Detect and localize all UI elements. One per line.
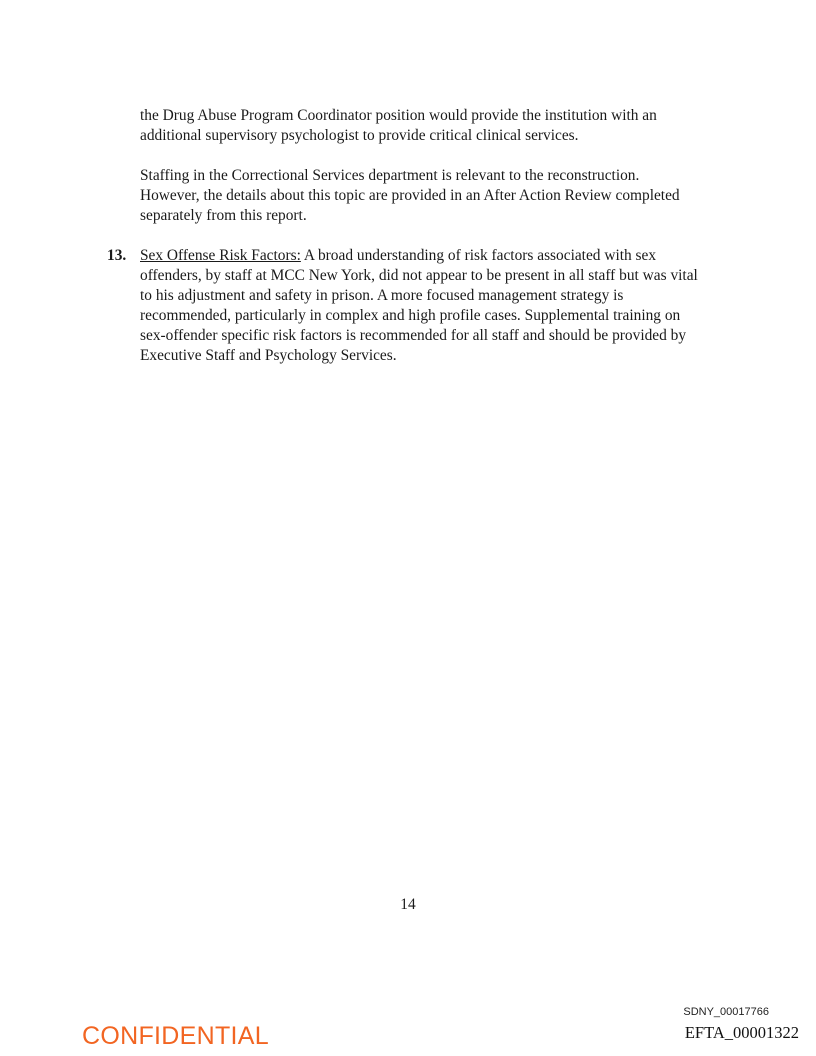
bates-number-sdny: SDNY_00017766 <box>683 1006 769 1018</box>
list-item-13 <box>107 246 707 366</box>
confidential-stamp: CONFIDENTIAL <box>82 1022 269 1050</box>
item-number: 13. <box>107 247 127 264</box>
item-heading: Sex Offense Risk Factors: <box>140 247 301 264</box>
bates-number-efta: EFTA_00001322 <box>684 1023 799 1042</box>
item-text: A broad understanding of risk factors associated with sex offenders, by staff at MCC New York, did not appear to be present in all staff but was vital to his adjustment and safety in prison. A more focused management strategy is recommended, particularly in complex and high profile cases. Supplemental training on sex-offender specific risk factors is recommended for all staff and should be provided by Executive Staff and Psychology Services. <box>140 247 698 364</box>
paragraph-drug-abuse-coordinator: the Drug Abuse Program Coordinator position would provide the institution with an additional supervisory psychologist to provide critical clinical services. <box>140 107 657 144</box>
page-number: 14 <box>400 896 416 913</box>
paragraph-correctional-staffing: Staffing in the Correctional Services department is relevant to the reconstruction. However, the details about this topic are provided in an After Action Review completed separately from this report. <box>140 167 680 224</box>
item-body <box>140 246 707 366</box>
